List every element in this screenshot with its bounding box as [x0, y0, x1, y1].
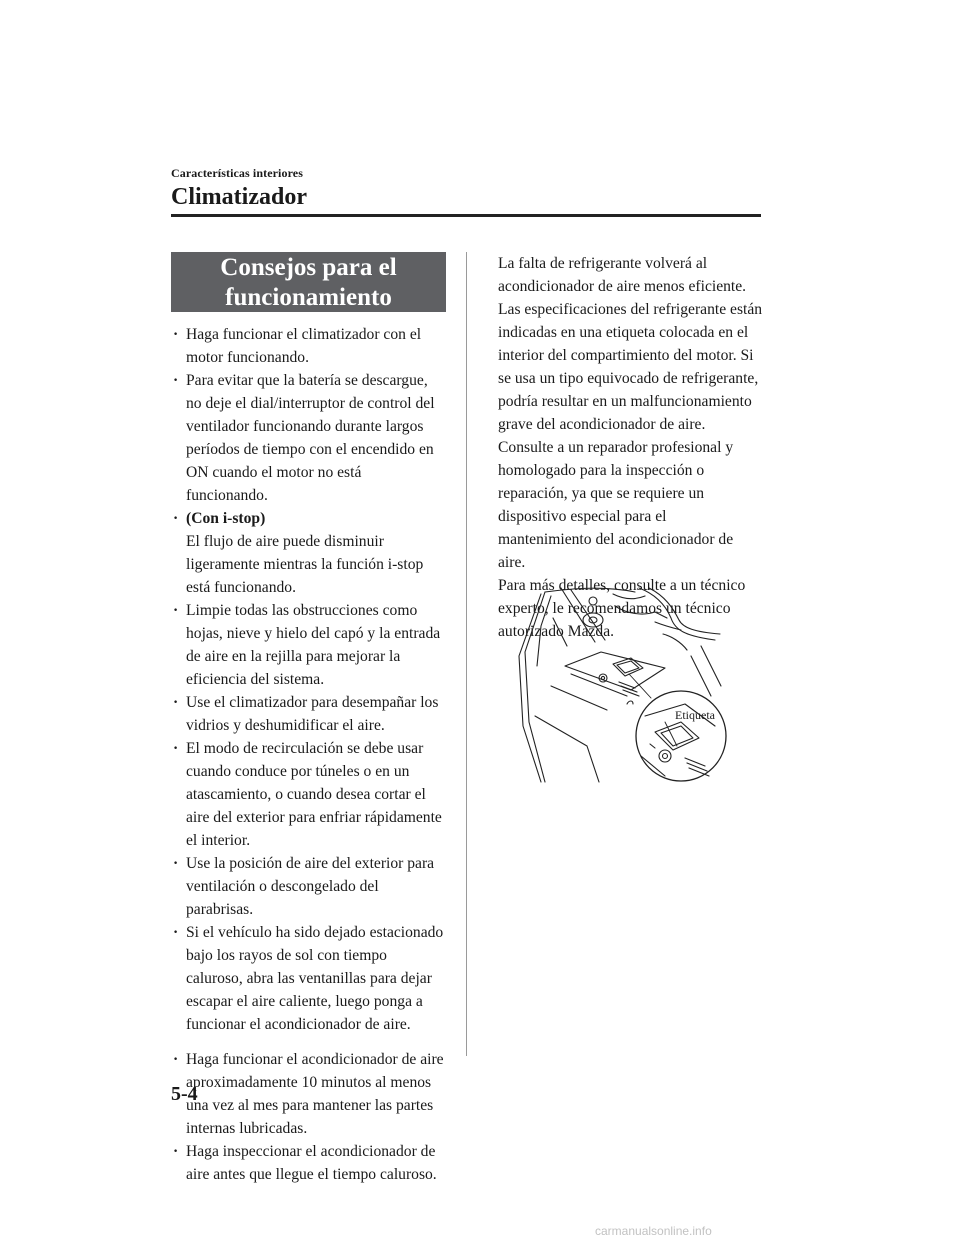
- tip-item: · El modo de recirculación se debe usar cuando conduce por túneles o en un atascamiento, o cuando desea cortar el aire del exterior para enfriar rápidamente el interior.: [171, 737, 446, 852]
- tips-list: [171, 323, 446, 1036]
- tip-item: · Use el climatizador para desempañar los vidrios y deshumidificar el aire.: [171, 691, 446, 737]
- engine-compartment-figure: [515, 586, 735, 786]
- tip-item: · Use la posición de aire del exterior para ventilación o descongelado del parabrisas.: [171, 852, 446, 921]
- tip-item-text: El flujo de aire puede disminuir ligeramente mientras la función i-stop está funcionando.: [186, 533, 424, 596]
- tips-banner: [171, 252, 446, 312]
- maintenance-item: · Haga funcionar el acondicionador de aire aproximadamente 10 minutos al menos una vez al mes para mantener las partes internas lubricadas.: [171, 1048, 446, 1140]
- banner-line-1: Consejos para el: [220, 254, 397, 281]
- left-column: [171, 252, 446, 1186]
- watermark: carmanualsonline.info: [595, 1224, 712, 1238]
- banner-line-2: funcionamiento: [225, 284, 392, 311]
- maintenance-list: [171, 1048, 446, 1186]
- label-callout: Etiqueta: [675, 708, 715, 722]
- chapter-title: Climatizador: [171, 184, 307, 210]
- column-divider: [466, 252, 467, 1056]
- maintenance-item: · Haga inspeccionar el acondicionador de aire antes que llegue el tiempo caluroso.: [171, 1140, 446, 1186]
- tip-item-title: · (Con i-stop): [186, 510, 266, 527]
- engine-compartment-illustration: [515, 586, 735, 786]
- refrigerant-paragraph: La falta de refrigerante volverá al acondicionador de aire menos eficiente. Las especificaciones del refrigerante están indicadas en una etiqueta colocada en el interior del compartimiento del motor. Si se usa un tipo equivocado de refrigerante, podría resultar en un malfuncionamiento grave del acondicionador de aire. Consulte a un reparador profesional y homologado para la inspección o reparación, ya que se requiere un dispositivo especial para el mantenimiento del acondicionador de aire.: [498, 255, 763, 571]
- tip-item: · Para evitar que la batería se descargue, no deje el dial/interruptor de control del ventilador funcionando durante largos períodos de tiempo con el encendido en ON cuando el motor no está funcionando.: [171, 369, 446, 507]
- right-column: [498, 252, 763, 643]
- technician-paragraph: Para más detalles, consulte a un técnico experto, le recomendamos un técnico autorizado Mazda.: [498, 577, 746, 640]
- tip-item: · Limpie todas las obstrucciones como hojas, nieve y hielo del capó y la entrada de aire en la rejilla para mejorar la eficiencia del sistema.: [171, 599, 446, 691]
- tip-item-istop: [171, 507, 446, 599]
- page-number: 5-4: [171, 1083, 198, 1105]
- tip-item: · Si el vehículo ha sido dejado estacionado bajo los rayos de sol con tiempo caluroso, abra las ventanillas para dejar escapar el aire caliente, luego ponga a funcionar el acondicionador de aire.: [171, 921, 446, 1036]
- header-rule: [171, 214, 761, 217]
- section-label: Características interiores: [171, 166, 303, 180]
- tip-item: · Haga funcionar el climatizador con el motor funcionando.: [171, 323, 446, 369]
